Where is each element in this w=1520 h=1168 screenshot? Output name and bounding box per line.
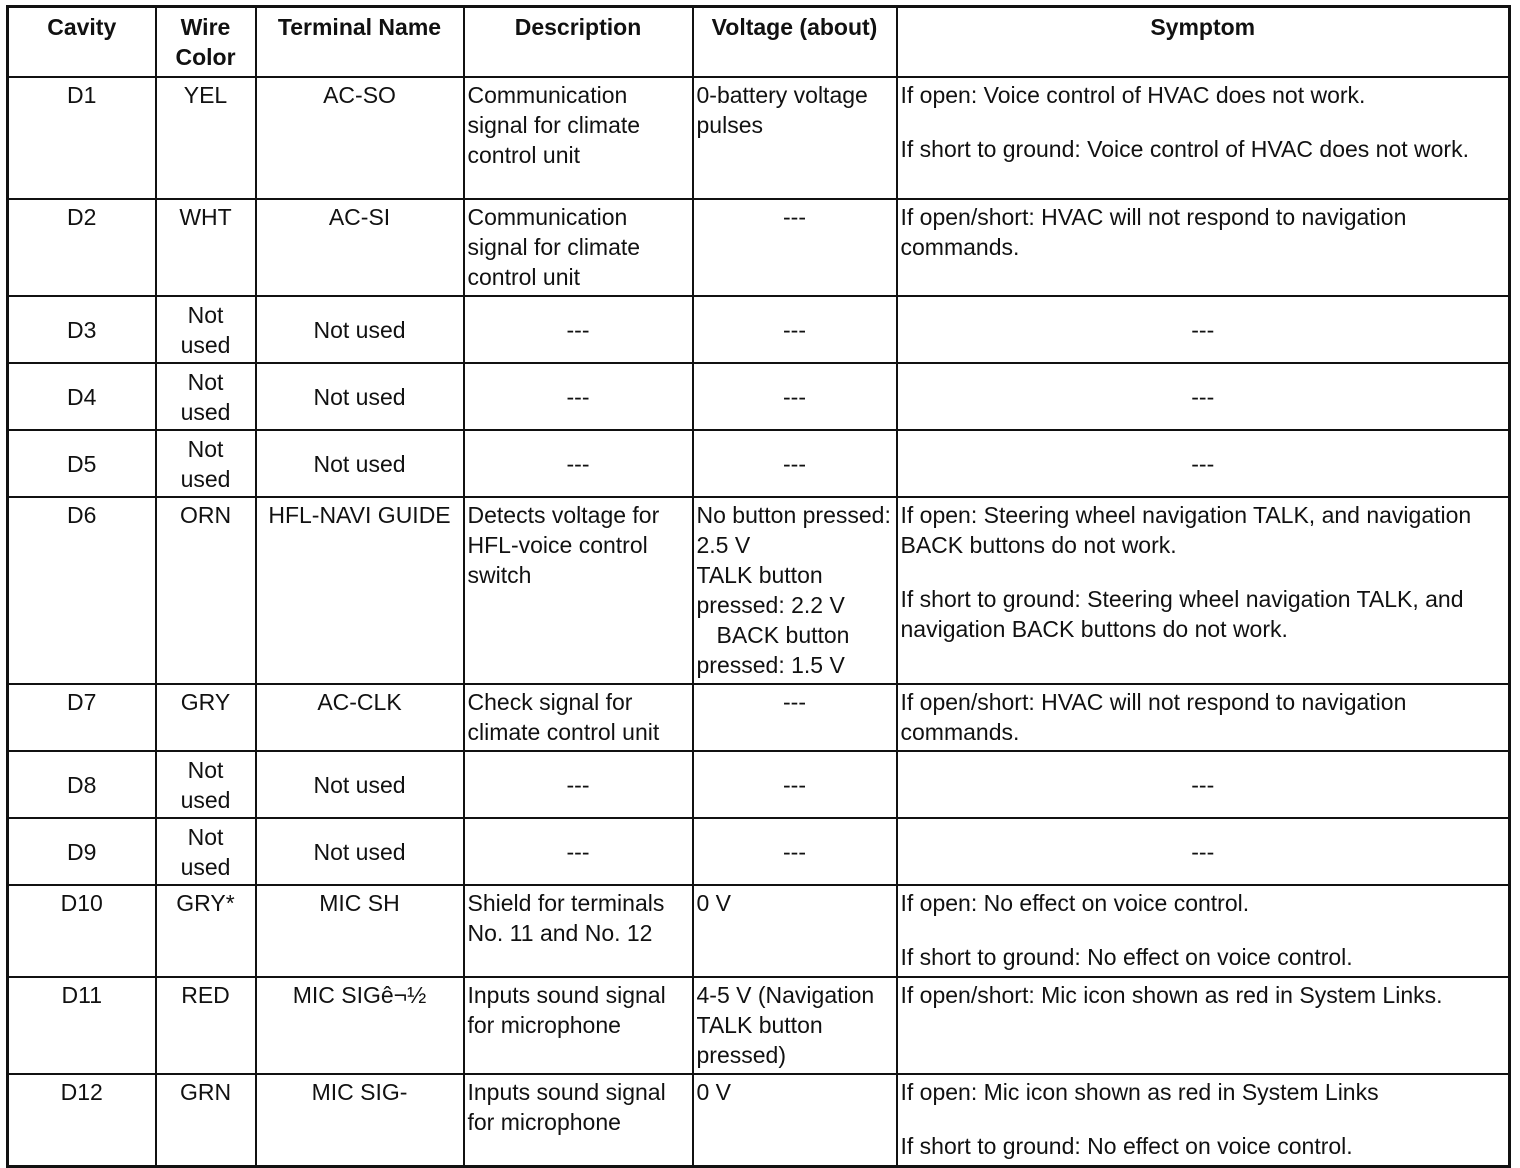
voltage-cell: 0 V bbox=[693, 885, 897, 977]
voltage-cell: No button pressed: 2.5 V TALK button pressed: 2.2 V BACK button pressed: 1.5 V bbox=[693, 497, 897, 684]
cavity-cell: D2 bbox=[8, 199, 156, 296]
cavity-cell: D5 bbox=[8, 430, 156, 497]
header-wire-color: Wire Color bbox=[156, 7, 256, 78]
symptom-open: If open: Mic icon shown as red in System Links bbox=[900, 1079, 1379, 1105]
wire-color-cell: Not used bbox=[156, 296, 256, 363]
symptom-cell bbox=[897, 977, 1510, 1074]
table-row bbox=[8, 818, 1510, 885]
symptom-cell bbox=[897, 1074, 1510, 1166]
table-row bbox=[8, 751, 1510, 818]
symptom-open: If open: Steering wheel navigation TALK, and navigation BACK buttons do not work. bbox=[900, 502, 1472, 558]
table-row bbox=[8, 296, 1510, 363]
symptom-cell bbox=[897, 77, 1510, 199]
wire-color-cell: GRY* bbox=[156, 885, 256, 977]
wire-color-cell: ORN bbox=[156, 497, 256, 684]
description-cell: Inputs sound signal for microphone bbox=[464, 1074, 693, 1166]
terminal-name-cell: Not used bbox=[256, 363, 464, 430]
description-cell: Communication signal for climate control unit bbox=[464, 199, 693, 296]
symptom-open: If open: Voice control of HVAC does not work. bbox=[900, 82, 1366, 108]
symptom-open-short: If open/short: HVAC will not respond to navigation commands. bbox=[900, 204, 1407, 260]
wire-color-cell: Not used bbox=[156, 751, 256, 818]
description-cell: --- bbox=[464, 363, 693, 430]
voltage-cell: --- bbox=[693, 818, 897, 885]
cavity-cell: D4 bbox=[8, 363, 156, 430]
wire-color-cell: Not used bbox=[156, 430, 256, 497]
cavity-cell: D7 bbox=[8, 684, 156, 751]
wire-color-cell: GRY bbox=[156, 684, 256, 751]
cavity-cell: D6 bbox=[8, 497, 156, 684]
symptom-cell: --- bbox=[897, 430, 1510, 497]
symptom-open: If open: No effect on voice control. bbox=[900, 890, 1250, 916]
terminal-name-cell: Not used bbox=[256, 296, 464, 363]
table-row bbox=[8, 497, 1510, 684]
terminal-name-cell: HFL-NAVI GUIDE bbox=[256, 497, 464, 684]
cavity-cell: D11 bbox=[8, 977, 156, 1074]
terminal-name-cell: MIC SH bbox=[256, 885, 464, 977]
wire-color-cell: GRN bbox=[156, 1074, 256, 1166]
symptom-cell: --- bbox=[897, 363, 1510, 430]
terminal-table bbox=[6, 5, 1511, 1168]
symptom-cell bbox=[897, 497, 1510, 684]
table-row bbox=[8, 1074, 1510, 1166]
voltage-cell: 0-battery voltage pulses bbox=[693, 77, 897, 199]
symptom-open-short: If open/short: HVAC will not respond to navigation commands. bbox=[900, 689, 1407, 745]
header-description: Description bbox=[464, 7, 693, 78]
description-cell: Inputs sound signal for microphone bbox=[464, 977, 693, 1074]
wire-color-cell: WHT bbox=[156, 199, 256, 296]
description-cell: --- bbox=[464, 751, 693, 818]
terminal-name-cell: MIC SIGê¬½ bbox=[256, 977, 464, 1074]
terminal-name-cell: AC-CLK bbox=[256, 684, 464, 751]
wire-color-cell: Not used bbox=[156, 363, 256, 430]
header-terminal-name: Terminal Name bbox=[256, 7, 464, 78]
terminal-name-cell: Not used bbox=[256, 430, 464, 497]
symptom-open-short: If open/short: Mic icon shown as red in System Links. bbox=[900, 982, 1443, 1008]
voltage-cell: 0 V bbox=[693, 1074, 897, 1166]
description-cell: --- bbox=[464, 430, 693, 497]
symptom-short: If short to ground: No effect on voice control. bbox=[900, 1133, 1353, 1159]
header-row bbox=[8, 7, 1510, 78]
symptom-cell: --- bbox=[897, 818, 1510, 885]
table-row bbox=[8, 363, 1510, 430]
symptom-cell bbox=[897, 684, 1510, 751]
terminal-name-cell: Not used bbox=[256, 818, 464, 885]
symptom-short: If short to ground: Voice control of HVAC does not work. bbox=[900, 136, 1469, 162]
description-cell: Check signal for climate control unit bbox=[464, 684, 693, 751]
symptom-cell: --- bbox=[897, 751, 1510, 818]
description-cell: Detects voltage for HFL-voice control switch bbox=[464, 497, 693, 684]
description-cell: Shield for terminals No. 11 and No. 12 bbox=[464, 885, 693, 977]
table-row bbox=[8, 885, 1510, 977]
voltage-cell: --- bbox=[693, 296, 897, 363]
wire-color-cell: Not used bbox=[156, 818, 256, 885]
symptom-short: If short to ground: Steering wheel navigation TALK, and navigation BACK buttons do not work. bbox=[900, 586, 1464, 642]
cavity-cell: D1 bbox=[8, 77, 156, 199]
table-row bbox=[8, 684, 1510, 751]
cavity-cell: D8 bbox=[8, 751, 156, 818]
table-row bbox=[8, 430, 1510, 497]
voltage-cell: --- bbox=[693, 430, 897, 497]
voltage-cell: 4-5 V (Navigation TALK button pressed) bbox=[693, 977, 897, 1074]
header-symptom: Symptom bbox=[897, 7, 1510, 78]
cavity-cell: D12 bbox=[8, 1074, 156, 1166]
symptom-cell bbox=[897, 885, 1510, 977]
description-cell: Communication signal for climate control unit bbox=[464, 77, 693, 199]
voltage-cell: --- bbox=[693, 363, 897, 430]
symptom-cell: --- bbox=[897, 296, 1510, 363]
header-voltage: Voltage (about) bbox=[693, 7, 897, 78]
description-cell: --- bbox=[464, 818, 693, 885]
cavity-cell: D10 bbox=[8, 885, 156, 977]
terminal-name-cell: Not used bbox=[256, 751, 464, 818]
description-cell: --- bbox=[464, 296, 693, 363]
terminal-name-cell: MIC SIG- bbox=[256, 1074, 464, 1166]
terminal-name-cell: AC-SO bbox=[256, 77, 464, 199]
voltage-cell: --- bbox=[693, 751, 897, 818]
symptom-short: If short to ground: No effect on voice control. bbox=[900, 944, 1353, 970]
wire-color-cell: YEL bbox=[156, 77, 256, 199]
voltage-cell: --- bbox=[693, 684, 897, 751]
voltage-cell: --- bbox=[693, 199, 897, 296]
wire-color-cell: RED bbox=[156, 977, 256, 1074]
terminal-name-cell: AC-SI bbox=[256, 199, 464, 296]
cavity-cell: D3 bbox=[8, 296, 156, 363]
table-row bbox=[8, 77, 1510, 199]
table-row bbox=[8, 977, 1510, 1074]
symptom-cell bbox=[897, 199, 1510, 296]
table-row bbox=[8, 199, 1510, 296]
cavity-cell: D9 bbox=[8, 818, 156, 885]
header-cavity: Cavity bbox=[8, 7, 156, 78]
